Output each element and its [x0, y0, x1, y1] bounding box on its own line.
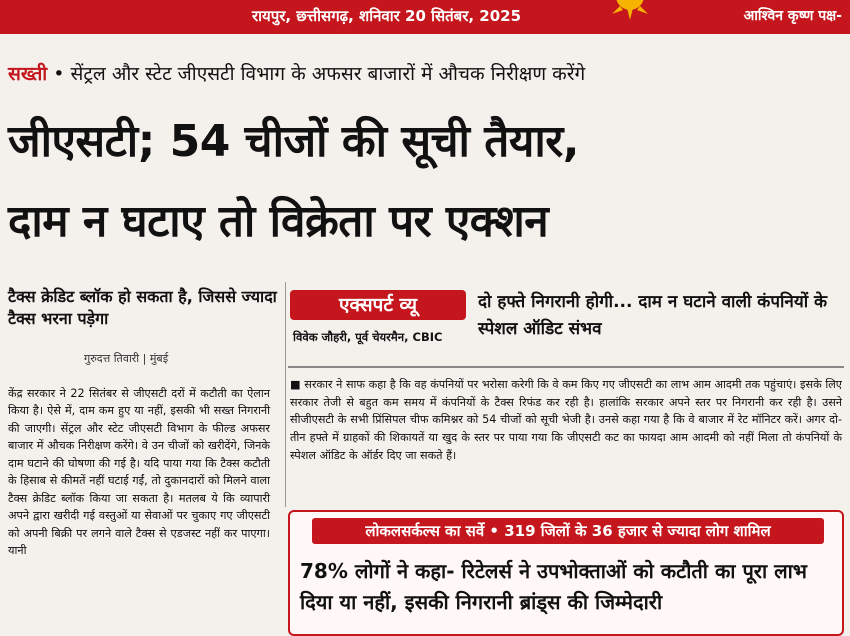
headline-line-2: दाम न घटाए तो विक्रेता पर एक्शन [8, 196, 549, 247]
kicker-text: • सेंट्रल और स्टेट जीएसटी विभाग के अफसर बाजारों में औचक निरीक्षण करेंगे [53, 63, 586, 85]
headline-line-1: जीएसटी; 54 चीजों की सूची तैयार, [8, 116, 579, 167]
expert-body: ■ सरकार ने साफ कहा है कि वह कंपनियों पर भरोसा करेगी कि वे कम किए गए जीएसटी का लाभ आम आदमी तक पहुंचाएं। इसके लिए सरकार तेजी से बहुत कम समय में कंपनियों के टैक्स रिफंड कर रही है। हालांकि सरकार अपने स्तर पर निगरानी कर रही है। उसने सीजीएसटी के सभी प्रिंसिपल चीफ कमिश्नर को 54 चीजों को सूची भेजी है। उनसे कहा गया है कि वे बाजार में रेट मॉनिटर करें। अगर दो-तीन हफ्ते में ग्राहकों की शिकायतें या खुद के स्तर पर पाया गया कि जीएसटी कट का फायदा आम आदमी को नहीं मिला तो कंपनियों के स्पेशल ऑडिट के ऑर्डर दिए जा सकते हैं। [290, 378, 842, 462]
dateline: रायपुर, छत्तीसगढ़, शनिवार 20 सितंबर, 2025 [252, 7, 522, 25]
survey-banner: लोकलसर्कल्स का सर्वे • 319 जिलों के 36 हजार से ज्यादा लोग शामिल [312, 518, 824, 544]
panchang-label: आश्विन कृष्ण पक्ष- [743, 8, 842, 24]
sun-icon [598, 0, 662, 32]
section-divider [288, 366, 844, 368]
kicker-tag: सख्ती [8, 63, 48, 85]
kicker [8, 60, 585, 86]
expert-name: विवेक जौहरी, पूर्व चेयरमैन, CBIC [293, 330, 443, 344]
expert-view-badge: एक्सपर्ट व्यू [290, 290, 466, 320]
column-divider [285, 282, 286, 507]
survey-headline: 78% लोगों ने कहा- रिटेलर्स ने उपभोक्ताओं को कटौती का पूरा लाभ दिया या नहीं, इसकी निगरानी ब्रांड्स की जिम्मेदारी [300, 559, 807, 614]
masthead-bar [0, 0, 850, 34]
body-left-column: केंद्र सरकार ने 22 सितंबर से जीएसटी दरों में कटौती का ऐलान किया है। ऐसे में, दाम कम हुए या नहीं, इसकी भी सख्त निगरानी की जाएगी। सेंट्रल और स्टेट जीएसटी विभाग के फील्ड अफसर बाजार में औचक निरीक्षण करेंगे। वे उन चीजों को खरीदेंगे, जिनके दाम घटाने की घोषणा की गई है। यदि पाया गया कि टैक्स कटौती के हिसाब से कीमतें नहीं घटाई गईं, तो दुकानदारों को मिलने वाला टैक्स क्रेडिट ब्लॉक किया जा सकता है। मतलब ये कि व्यापारी अपने द्वारा खरीदी गई वस्तुओं या सेवाओं पर चुकाए गए जीएसटी को अपनी बिक्री पर लगने वाले टैक्स से एडजस्ट नहीं कर पाएगा। यानी [8, 387, 270, 558]
expert-quote: दो हफ्ते निगरानी होगी... दाम न घटाने वाली कंपनियों के स्पेशल ऑडिट संभव [478, 292, 828, 340]
deck: टैक्स क्रेडिट ब्लॉक हो सकता है, जिससे ज्यादा टैक्स भरना पड़ेगा [8, 287, 277, 328]
byline: गुरुदत्त तिवारी | मुंबई [84, 352, 169, 365]
